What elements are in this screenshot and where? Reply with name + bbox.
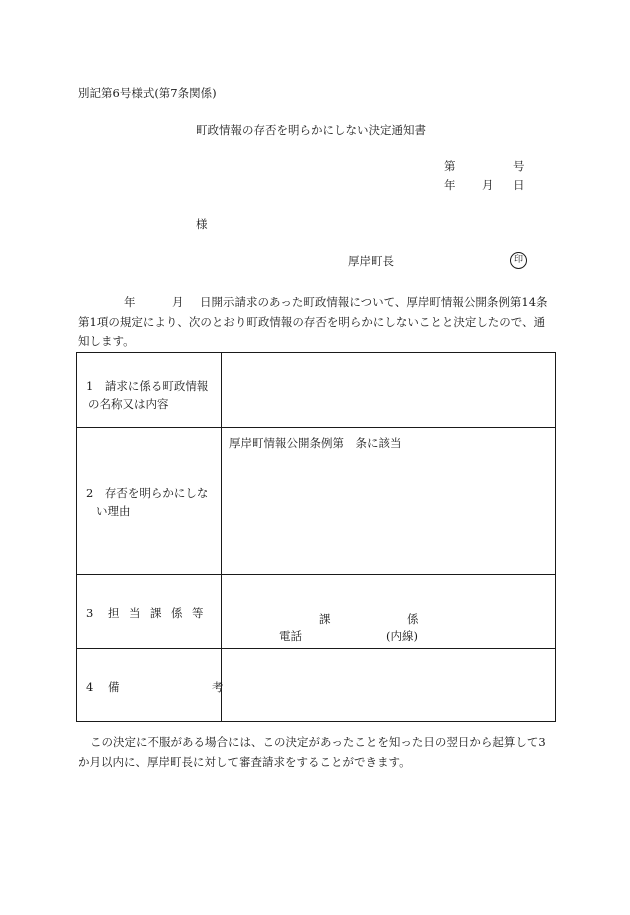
date-year-label: 年 bbox=[444, 178, 456, 192]
row-reason-label bbox=[86, 484, 208, 520]
issuer-name: 厚岸町長 bbox=[348, 254, 394, 268]
appeal-notice-line-1-text: この決定に不服がある場合には、この決定があったことを知った日の翌日から起算して3 bbox=[90, 735, 546, 749]
date-day-label: 日 bbox=[513, 178, 525, 192]
row-request-label bbox=[86, 377, 208, 413]
appeal-notice bbox=[78, 733, 562, 772]
row-department-char: 課 bbox=[150, 606, 162, 620]
notice-body-line-2: 第1項の規定により、次のとおり町政情報の存否を明らかにしないことと決定したので、通 bbox=[78, 314, 546, 329]
document-title: 町政情報の存否を明らかにしない決定通知書 bbox=[196, 123, 426, 137]
document-number-prefix: 第 bbox=[444, 159, 456, 173]
row-department-char: 担 bbox=[108, 606, 120, 620]
seal-icon: 印 bbox=[510, 252, 527, 269]
row-department-char: 等 bbox=[192, 606, 204, 620]
row-department-char: 係 bbox=[171, 606, 183, 620]
body-line1-text: 日開示請求のあった町政情報について、厚岸町情報公開条例第14条 bbox=[200, 295, 548, 309]
row-request-label-line-1: 1 請求に係る町政情報 bbox=[86, 379, 209, 393]
appeal-notice-line-2: か月以内に、厚岸町長に対して審査請求をすることができます。 bbox=[78, 754, 411, 769]
notice-body-line-1 bbox=[78, 293, 562, 313]
table-column-divider bbox=[221, 353, 222, 721]
row-remarks-label bbox=[86, 678, 224, 696]
addressee-honorific: 様 bbox=[196, 217, 208, 231]
notice-body bbox=[78, 293, 562, 352]
appeal-notice-line-1 bbox=[78, 733, 562, 753]
row-department-char: 当 bbox=[129, 606, 141, 620]
document-number-suffix: 号 bbox=[513, 159, 525, 173]
section-label: 課 bbox=[319, 612, 331, 626]
notice-body-line-3: 知します。 bbox=[78, 334, 135, 348]
decision-table bbox=[76, 352, 556, 722]
row-reason-label-line-2: い理由 bbox=[96, 504, 131, 518]
date-month-label: 月 bbox=[482, 178, 494, 192]
row-remarks-first-char: 備 bbox=[108, 680, 120, 694]
form-reference: 別記第6号様式(第7条関係) bbox=[78, 86, 217, 100]
row-department-value bbox=[229, 611, 549, 651]
row-reason-label-line-1: 2 存否を明らかにしな bbox=[86, 486, 209, 500]
row-remarks-last-char: 考 bbox=[212, 680, 224, 694]
row-remarks-number: 4 bbox=[86, 680, 94, 694]
subsection-label: 係 bbox=[407, 612, 419, 626]
body-month-label: 月 bbox=[172, 295, 184, 309]
row-request-label-line-2: の名称又は内容 bbox=[88, 397, 169, 411]
row-department-name bbox=[108, 606, 213, 620]
table-row-divider-1 bbox=[77, 427, 555, 428]
row-reason-value: 厚岸町情報公開条例第 条に該当 bbox=[229, 436, 402, 450]
table-row-divider-2 bbox=[77, 574, 555, 575]
row-department-label bbox=[86, 604, 213, 622]
row-department-number: 3 bbox=[86, 606, 94, 620]
extension-label: (内線) bbox=[386, 629, 418, 643]
body-year-label: 年 bbox=[124, 295, 136, 309]
phone-label: 電話 bbox=[279, 629, 302, 643]
